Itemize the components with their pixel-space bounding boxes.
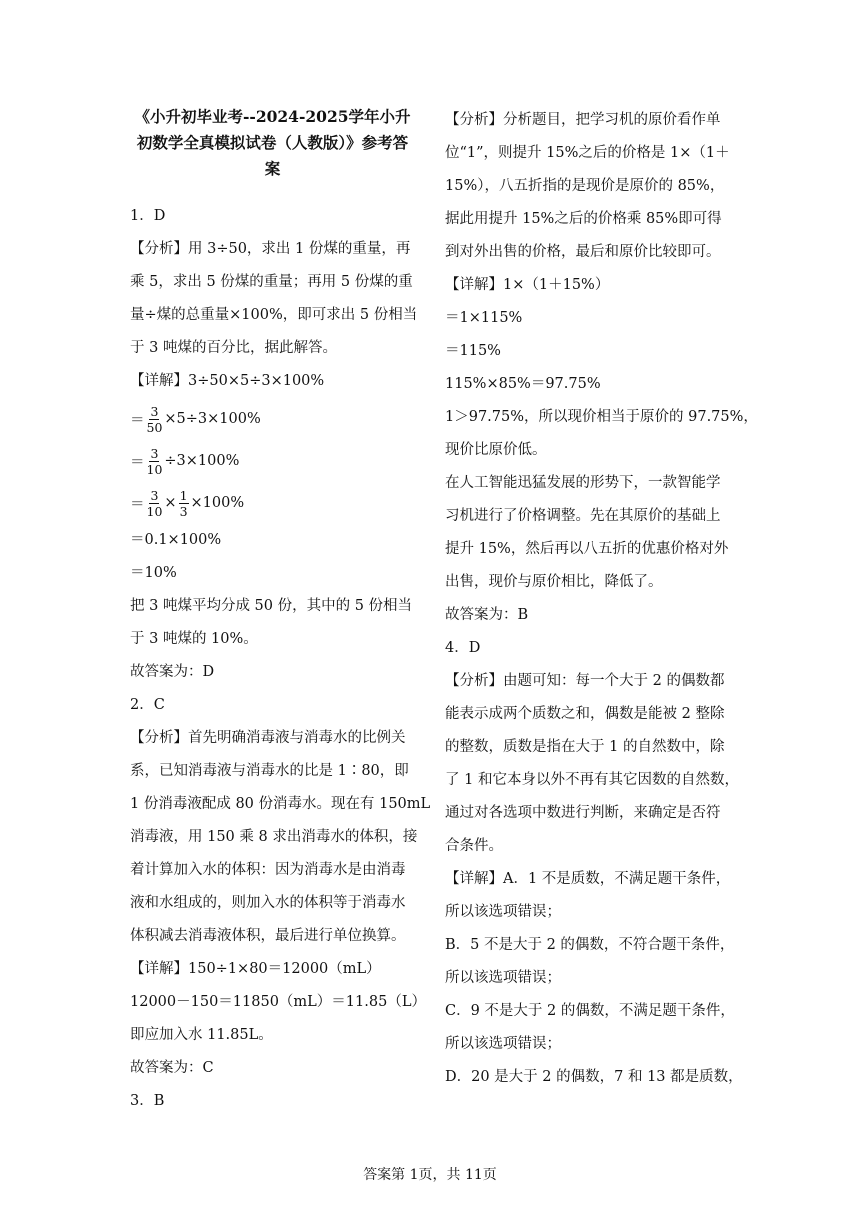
fraction-line: [130, 398, 450, 440]
text-line: 到对外出售的价格，最后和原价比较即可。: [445, 244, 721, 260]
text-line: 【详解】A．1 不是质数，不满足题干条件，: [445, 871, 731, 887]
text-line: 【详解】3÷50×5÷3×100%: [130, 373, 325, 389]
left-text-block-2: [130, 524, 450, 1118]
text-line: 位“1”，则提升 15%之后的价格是 1×（1＋: [445, 145, 730, 161]
text-line: 所以该选项错误；: [445, 904, 561, 920]
text-line: 【分析】首先明确消毒液与消毒水的比例关: [130, 730, 406, 746]
text-line: ＝10%: [130, 565, 177, 581]
fraction-steps: [130, 398, 450, 524]
text-line: 1 份消毒液配成 80 份消毒水。现在有 150mL: [130, 796, 431, 812]
text-line: 所以该选项错误；: [445, 970, 561, 986]
text-line: 量÷煤的总重量×100%，即可求出 5 份相当: [130, 307, 418, 323]
text-line: 【详解】1×（1＋15%）: [445, 277, 610, 293]
left-text-block-1: [130, 200, 450, 398]
text-line: 12000－150＝11850（mL）＝11.85（L）: [130, 994, 426, 1010]
right-column: [445, 104, 758, 1094]
expression-text: ×: [164, 495, 177, 511]
numerator: 1: [179, 487, 188, 503]
text-line: 于 3 吨煤的百分比，据此解答。: [130, 340, 337, 356]
text-line: 着计算加入水的体积：因为消毒水是由消毒: [130, 862, 406, 878]
document-title: 《小升初毕业考--2024-2025学年小升初数学全真模拟试卷（人教版）》参考答案: [134, 107, 411, 178]
equals-sign: ＝: [130, 412, 145, 429]
denominator: 50: [146, 419, 163, 435]
text-line: C．9 不是大于 2 的偶数，不满足题干条件，: [445, 1003, 735, 1019]
fraction-line: [130, 482, 450, 524]
fraction: [147, 404, 163, 435]
equals-sign: ＝: [130, 496, 145, 513]
numerator: 3: [150, 403, 159, 419]
fraction: [147, 446, 163, 477]
text-line: 把 3 吨煤平均分成 50 份，其中的 5 份相当: [130, 598, 413, 614]
text-line: 【分析】用 3÷50，求出 1 份煤的重量，再: [130, 241, 411, 257]
text-line: 于 3 吨煤的 10%。: [130, 631, 258, 647]
text-line: 3．B: [130, 1093, 165, 1109]
expression-text: ÷3×100%: [164, 453, 240, 469]
text-line: 系，已知消毒液与消毒水的比是 1∶80，即: [130, 763, 409, 779]
text-line: 能表示成两个质数之和，偶数是能被 2 整除: [445, 706, 725, 722]
expression-text: ×5÷3×100%: [164, 411, 261, 427]
text-line: 【分析】分析题目，把学习机的原价看作单: [445, 112, 721, 128]
text-line: 即应加入水 11.85L。: [130, 1027, 273, 1043]
text-line: 【详解】150÷1×80＝12000（mL）: [130, 961, 381, 977]
text-line: 1＞97.75%，所以现价相当于原价的 97.75%，: [445, 409, 758, 425]
text-line: 合条件。: [445, 838, 503, 854]
text-line: 故答案为：B: [445, 607, 529, 623]
fraction: [179, 488, 189, 519]
text-line: 体积减去消毒液体积，最后进行单位换算。: [130, 928, 406, 944]
text-line: 在人工智能迅猛发展的形势下，一款智能学: [445, 475, 721, 491]
numerator: 3: [150, 445, 159, 461]
denominator: 3: [179, 503, 188, 519]
equals-sign: ＝: [130, 454, 145, 471]
text-line: 15%），八五折指的是现价是原价的 85%，: [445, 178, 725, 194]
text-line: 乘 5，求出 5 份煤的重量；再用 5 份煤的重: [130, 274, 413, 290]
text-line: ＝115%: [445, 343, 501, 359]
expression-text: ×100%: [190, 495, 245, 511]
text-line: 故答案为：C: [130, 1060, 214, 1076]
text-line: B．5 不是大于 2 的偶数，不符合题干条件，: [445, 937, 735, 953]
text-line: 出售，现价与原价相比，降低了。: [445, 574, 663, 590]
fraction: [147, 488, 163, 519]
text-line: 的整数，质数是指在大于 1 的自然数中，除: [445, 739, 725, 755]
text-line: 115%×85%＝97.75%: [445, 376, 601, 392]
text-line: D．20 是大于 2 的偶数，7 和 13 都是质数，: [445, 1069, 743, 1085]
text-line: 1．D: [130, 208, 166, 224]
text-line: 了 1 和它本身以外不再有其它因数的自然数，: [445, 772, 739, 788]
text-line: ＝0.1×100%: [130, 532, 222, 548]
text-line: 液和水组成的，则加入水的体积等于消毒水: [130, 895, 406, 911]
right-text-block: [445, 104, 758, 1094]
numerator: 3: [150, 487, 159, 503]
text-line: 据此用提升 15%之后的价格乘 85%即可得: [445, 211, 722, 227]
text-line: 习机进行了价格调整。先在其原价的基础上: [445, 508, 721, 524]
text-line: 【分析】由题可知：每一个大于 2 的偶数都: [445, 673, 725, 689]
left-column: [130, 104, 450, 1118]
text-line: 提升 15%，然后再以八五折的优惠价格对外: [445, 541, 729, 557]
text-line: 所以该选项错误；: [445, 1036, 561, 1052]
page-footer: 答案第 1页，共 11页: [363, 1167, 497, 1183]
text-line: 消毒液，用 150 乘 8 求出消毒水的体积，接: [130, 829, 418, 845]
text-line: 故答案为：D: [130, 664, 215, 680]
text-line: 通过对各选项中数进行判断，来确定是否符: [445, 805, 721, 821]
text-line: 4．D: [445, 640, 481, 656]
denominator: 10: [146, 461, 163, 477]
text-line: ＝1×115%: [445, 310, 523, 326]
text-line: 2．C: [130, 697, 165, 713]
text-line: 现价比原价低。: [445, 442, 547, 458]
fraction-line: [130, 440, 450, 482]
denominator: 10: [146, 503, 163, 519]
